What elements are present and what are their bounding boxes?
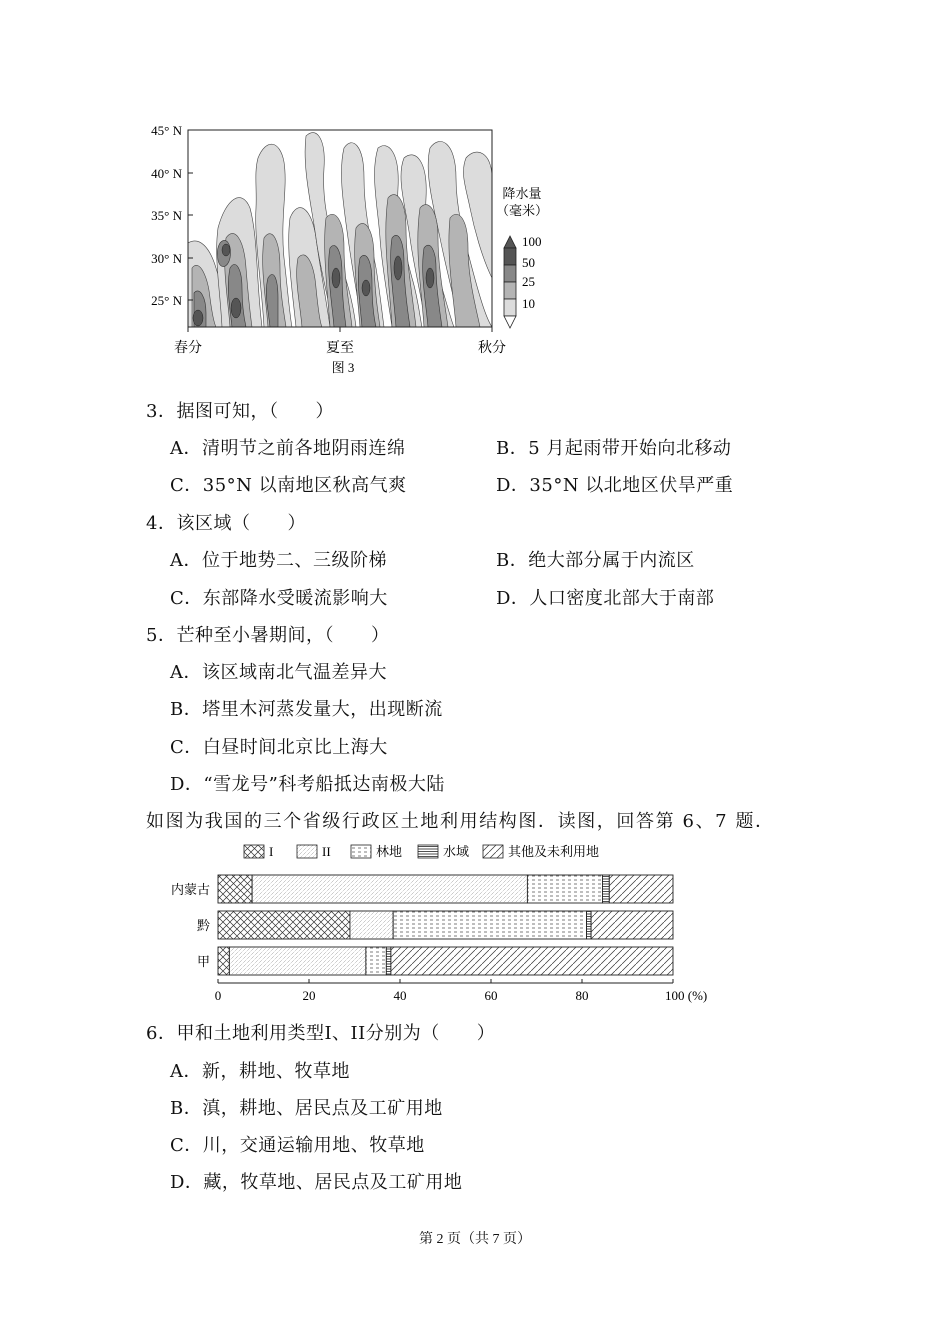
bar-segment-water-row-2	[386, 947, 391, 975]
legend-swatch-I	[244, 845, 264, 858]
question-3-option-b[interactable]: B．5 月起雨带开始向北移动	[496, 438, 732, 459]
bar-segment-I-row-1	[218, 911, 350, 939]
question-4-option-b[interactable]: B．绝大部分属于内流区	[496, 550, 695, 571]
legend-label-water: 水域	[443, 844, 470, 859]
legend-unit: （毫米）	[495, 203, 549, 218]
contour-field	[188, 130, 492, 327]
bars-layer	[218, 875, 673, 975]
x-tick-label-3: 60	[484, 988, 498, 1003]
x-tick-label-5: 100 (%)	[665, 988, 708, 1003]
question-4-option-a[interactable]: A．位于地势二、三级阶梯	[170, 550, 387, 571]
legend-swatch-water	[418, 845, 438, 858]
category-label-2: 甲	[196, 954, 210, 969]
question-3-option-c[interactable]: C．35°N 以南地区秋高气爽	[170, 475, 407, 496]
x-tick-label-1: 20	[302, 988, 316, 1003]
y-tick-40: 40° N	[151, 166, 182, 181]
question-6-option-c[interactable]: C．川，交通运输用地、牧草地	[170, 1135, 425, 1156]
legend-swatch-II	[297, 845, 317, 858]
question-3-stem: 3．据图可知，（ ）	[146, 401, 334, 422]
question-6-option-d[interactable]: D．藏，牧草地、居民点及工矿用地	[170, 1172, 463, 1193]
question-6-option-a[interactable]: A．新，耕地、牧草地	[170, 1061, 350, 1082]
question-4-option-c[interactable]: C．东部降水受暖流影响大	[170, 588, 388, 609]
x-tick-label-2: 40	[393, 988, 407, 1003]
question-5-option-c[interactable]: C．白昼时间北京比上海大	[170, 737, 388, 758]
question-6-stem: 6．甲和土地利用类型I、II分别为（ ）	[146, 1023, 496, 1044]
question-6-option-b[interactable]: B．滇，耕地、居民点及工矿用地	[170, 1098, 443, 1119]
bar-segment-forest-row-1	[393, 911, 586, 939]
land-use-stacked-bar-chart	[160, 838, 720, 1008]
bar-segment-water-row-0	[602, 875, 609, 903]
question-5-option-a[interactable]: A．该区域南北气温差异大	[170, 662, 387, 683]
legend-label-other: 其他及未利用地	[508, 844, 600, 859]
legend-label-I: I	[269, 844, 274, 859]
figure-caption: 图 3	[331, 360, 355, 375]
questions-6-7-intro: 如图为我国的三个省级行政区土地利用结构图．读图，回答第 6、7 题．	[146, 811, 775, 832]
bar-segment-other-row-2	[391, 947, 673, 975]
legend-label-forest: 林地	[376, 844, 403, 859]
chart-legend	[244, 844, 599, 859]
bar-segment-other-row-0	[609, 875, 673, 903]
category-label-1: 黔	[196, 918, 210, 933]
y-tick-25: 25° N	[151, 293, 182, 308]
y-tick-35: 35° N	[151, 208, 182, 223]
legend-swatch-other	[483, 845, 503, 858]
legend-value-25: 25	[522, 274, 535, 289]
legend-value-10: 10	[522, 296, 535, 311]
question-3-option-d[interactable]: D．35°N 以北地区伏旱严重	[496, 475, 734, 496]
question-5-option-d[interactable]: D．“雪龙号”科考船抵达南极大陆	[170, 774, 445, 795]
question-3-option-a[interactable]: A．清明节之前各地阴雨连绵	[170, 438, 406, 459]
legend-title: 降水量	[502, 186, 542, 201]
question-5-option-b[interactable]: B．塔里木河蒸发量大，出现断流	[170, 699, 443, 720]
bar-segment-II-row-0	[252, 875, 527, 903]
question-4-stem: 4．该区域（ ）	[146, 513, 306, 534]
bar-segment-II-row-2	[229, 947, 366, 975]
category-labels	[171, 882, 210, 969]
x-tick-label-4: 80	[575, 988, 589, 1003]
bar-segment-II-row-1	[350, 911, 393, 939]
legend-value-100: 100	[522, 234, 542, 249]
legend-value-50: 50	[522, 255, 535, 270]
y-tick-45: 45° N	[151, 123, 182, 138]
question-4-option-d[interactable]: D．人口密度北部大于南部	[496, 588, 715, 609]
bar-segment-forest-row-0	[527, 875, 602, 903]
x-tick-spring-equinox: 春分	[174, 341, 202, 356]
question-5-stem: 5．芒种至小暑期间，（ ）	[146, 625, 390, 646]
legend-swatch-forest	[351, 845, 371, 858]
bar-segment-other-row-1	[591, 911, 673, 939]
bar-segment-I-row-2	[218, 947, 229, 975]
y-tick-30: 30° N	[151, 251, 182, 266]
category-label-0: 内蒙古	[170, 882, 210, 897]
x-axis	[215, 979, 708, 1003]
bar-segment-I-row-0	[218, 875, 252, 903]
x-tick-summer-solstice: 夏至	[326, 341, 354, 356]
bar-segment-water-row-1	[587, 911, 592, 939]
x-tick-autumn-equinox: 秋分	[478, 341, 506, 356]
bar-segment-forest-row-2	[366, 947, 386, 975]
figure-3-precipitation-contour	[130, 118, 550, 380]
legend-label-II: II	[322, 844, 331, 859]
legend-colorbar	[504, 236, 516, 328]
x-tick-label-0: 0	[214, 988, 222, 1003]
page-footer: 第 2 页（共 7 页）	[419, 1232, 531, 1247]
